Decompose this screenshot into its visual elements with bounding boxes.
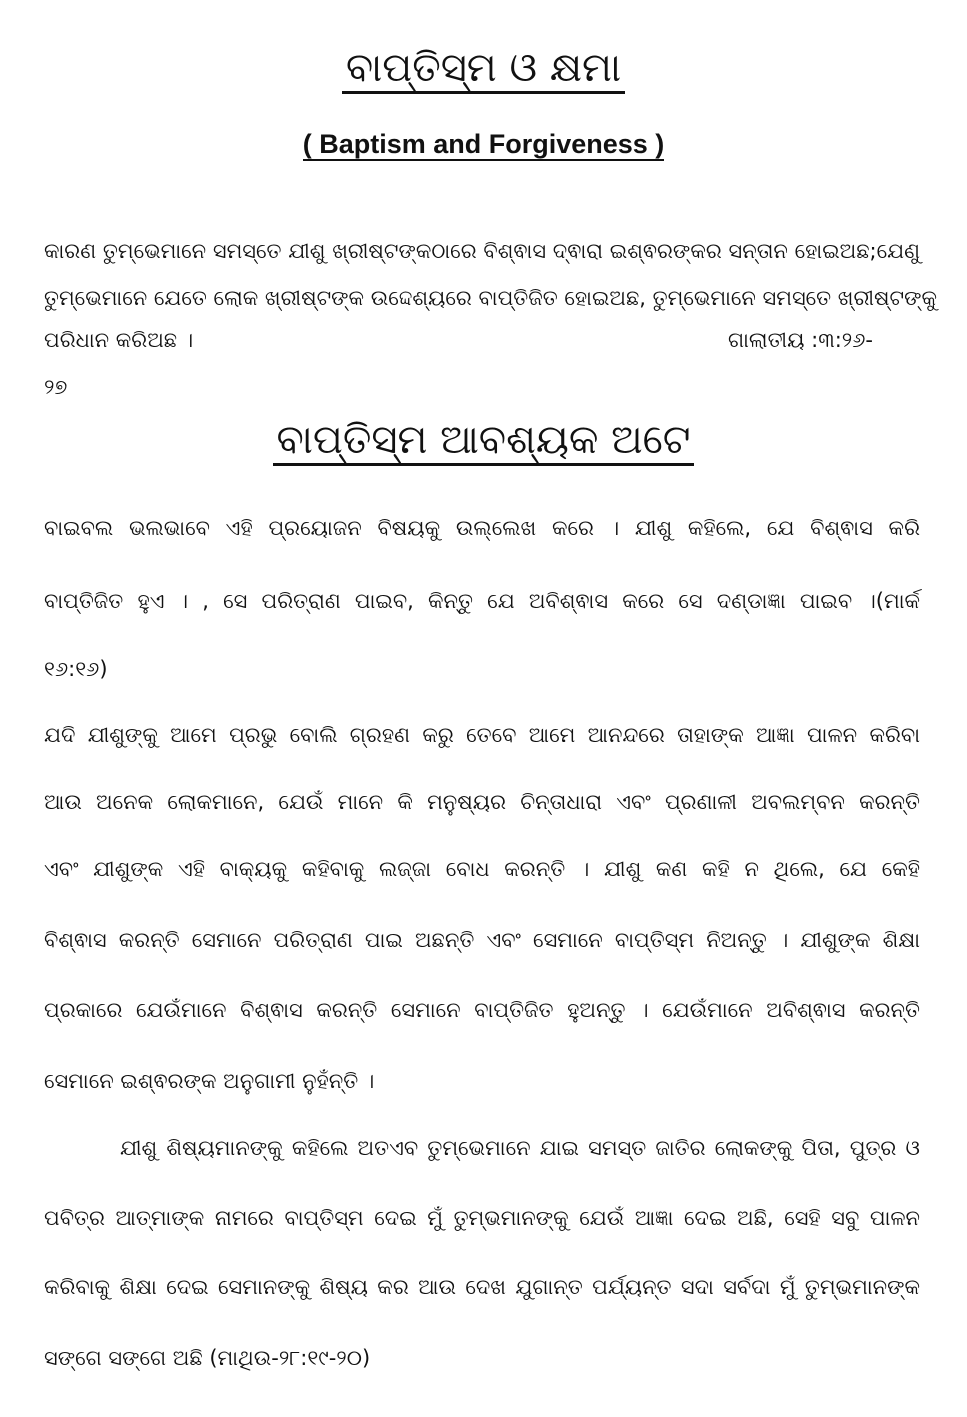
passage3-line: ଏବଂ ଯୀଶୁଙ୍କ ଏହି ବାକ୍ୟକୁ କହିବାକୁ ଲଜ୍ଜା ବୋଧ କରନ୍ତି । ଯୀଶୁ କଣ କହି ନ ଥିଲେ, ଯେ କେହି <box>44 857 920 881</box>
scripture-reference: ଗାଲାତୀୟ :୩:୨୬- <box>728 328 873 352</box>
passage1-line: ପରିଧାନ କରିଅଛ । <box>44 328 194 352</box>
passage3-line: ପ୍ରକାରେ ଯେଉଁମାନେ ବିଶ୍ଵାସ କରନ୍ତି ସେମାନେ ବାପ୍ତିଜିତ ହୁଅନ୍ତୁ । ଯେଉଁମାନେ ଅବିଶ୍ଵାସ କରନ୍ତି <box>44 998 920 1022</box>
scripture-reference-cont: ୨୭ <box>44 375 68 399</box>
passage3-line: ବିଶ୍ଵାସ କରନ୍ତି ସେମାନେ ପରିତ୍ରାଣ ପାଇ ଅଛନ୍ତି ଏବଂ ସେମାନେ ବାପ୍ତିସ୍ମ ନିଅନ୍ତୁ । ଯୀଶୁଙ୍କ ଶିକ୍ଷା <box>44 928 920 952</box>
passage3-line: ସେମାନେ ଇଶ୍ଵରଙ୍କ ଅନୁଗାମୀ ନୁହଁନ୍ତି । <box>44 1069 375 1093</box>
passage2-line: ବାପ୍ତିଜିତ ହୁଏ । , ସେ ପରିତ୍ରାଣ ପାଇବ, କିନ୍ତୁ ଯେ ଅବିଶ୍ଵାସ କରେ ସେ ଦଣ୍ଡାଜ୍ଞା ପାଇବ ।(ମାର୍କ <box>44 589 920 613</box>
passage1-line: କାରଣ ତୁମ୍ଭେମାନେ ସମସ୍ତେ ଯୀଶୁ ଖ୍ରୀଷ୍ଟଙ୍କଠାରେ ବିଶ୍ଵାସ ଦ୍ଵାରା ଇଶ୍ଵରଙ୍କର ସନ୍ତାନ ହୋଇଅଛ;ଯେଣୁ <box>44 239 920 263</box>
heading-baptism-forgiveness: ବାପ୍ତିସ୍ମ ଓ କ୍ଷମା <box>0 40 967 96</box>
passage4-line: ସଙ୍ଗେ ସଙ୍ଗେ ଅଛି (ମାଥିଉ-୨୮:୧୯-୨୦) <box>44 1346 371 1370</box>
passage1-line: ତୁମ୍ଭେମାନେ ଯେତେ ଲୋକ ଖ୍ରୀଷ୍ଟଙ୍କ ଉଦ୍ଦେଶ୍ୟରେ ବାପ୍ତିଜିତ ହୋଇଅଛ, ତୁମ୍ଭେମାନେ ସମସ୍ତେ ଖ୍ରୀଷ୍ଟଙ୍କୁ <box>44 286 937 310</box>
passage4-line: ଯୀଶୁ ଶିଷ୍ୟମାନଙ୍କୁ କହିଲେ ଅତଏବ ତୁମ୍ଭେମାନେ ଯାଇ ସମସ୍ତ ଜାତିର ଲୋକଙ୍କୁ ପିତା, ପୁତ୍ର ଓ <box>120 1136 920 1160</box>
passage3-line: ଆଉ ଅନେକ ଲୋକମାନେ, ଯେଉଁ ମାନେ କି ମନୁଷ୍ୟର ଚିନ୍ତାଧାରା ଏବଂ ପ୍ରଣାଳୀ ଅବଲମ୍ବନ କରନ୍ତି <box>44 790 920 814</box>
passage2-line: ବାଇବଲ ଭଲଭାବେ ଏହି ପ୍ରୟୋଜନ ବିଷୟକୁ ଉଲ୍ଲେଖ କରେ । ଯୀଶୁ କହିଲେ, ଯେ ବିଶ୍ଵାସ କରି <box>44 516 920 540</box>
passage2-line: ୧୬:୧୬) <box>44 657 108 681</box>
heading-baptism-necessary: ବାପ୍ତିସ୍ମ ଆବଶ୍ୟକ ଅଟେ <box>0 412 967 468</box>
english-subtitle: ( Baptism and Forgiveness ) <box>302 129 665 159</box>
passage4-line: ପବିତ୍ର ଆତ୍ମାଙ୍କ ନାମରେ ବାପ୍ତିସ୍ମ ଦେଇ ମୁଁ ତୁମ୍ଭମାନଙ୍କୁ ଯେଉଁ ଆଜ୍ଞା ଦେଇ ଅଛି, ସେହି ସବୁ ପାଳନ <box>44 1206 920 1230</box>
passage3-line: ଯଦି ଯୀଶୁଙ୍କୁ ଆମେ ପ୍ରଭୁ ବୋଲି ଗ୍ରହଣ କରୁ ତେବେ ଆମେ ଆନନ୍ଦରେ ତାହାଙ୍କ ଆଜ୍ଞା ପାଳନ କରିବା <box>44 723 920 747</box>
passage4-line: କରିବାକୁ ଶିକ୍ଷା ଦେଇ ସେମାନଙ୍କୁ ଶିଷ୍ୟ କର ଆଉ ଦେଖ ଯୁଗାନ୍ତ ପର୍ଯ୍ୟନ୍ତ ସଦା ସର୍ବଦା ମୁଁ ତୁମ୍ଭମାନଙ୍କ <box>44 1275 920 1299</box>
